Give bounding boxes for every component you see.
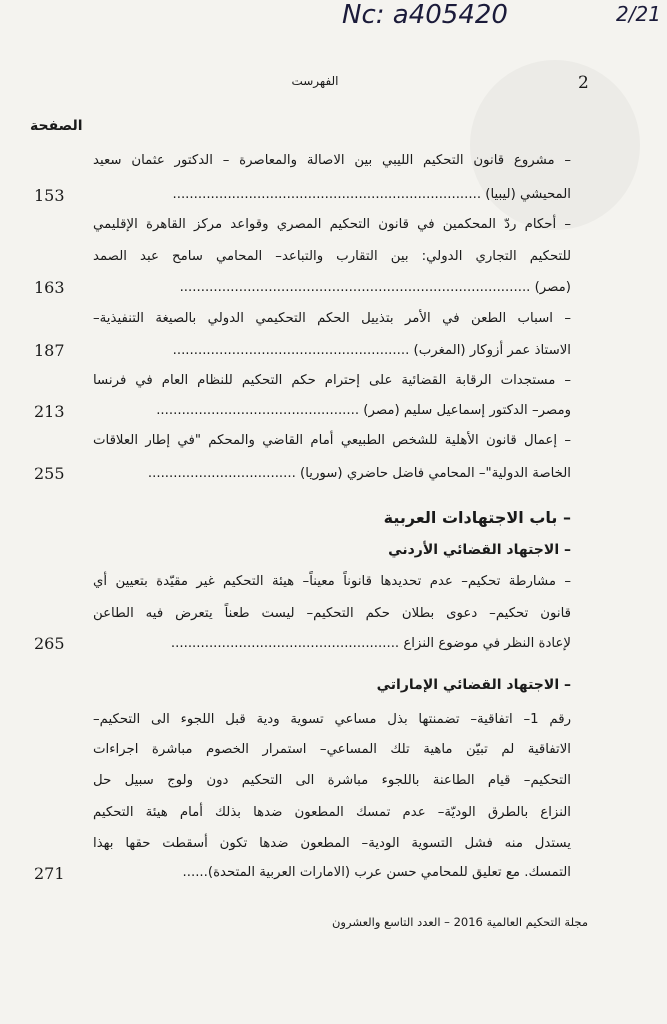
uae-entry-line-3: التحكيم– قيام الطاعنة باللجوء مباشرة الى التحكيم دون ولوج سبيل حل xyxy=(93,773,571,788)
uae-entry-line-2: الاتفاقية لم تبيّن ماهية تلك المساعي– استمرار الخصوم مباشرة اجراءات xyxy=(93,742,571,757)
toc-entry-5-line-2: الخاصة الدولية"– المحامي فاضل حاضري (سوريا) ................................... xyxy=(147,466,571,481)
toc-entry-2-line-2: للتحكيم التجاري الدولي: بين التقارب والتباعد– المحامي سامح عبد الصمد xyxy=(93,249,571,264)
toc-entry-3-line-1: – اسباب الطعن في الأمر بتذييل الحكم التحكيمي الدولي بالصيغة التنفيذية– xyxy=(93,311,571,326)
jordan-entry-line-1: – مشارطة تحكيم– عدم تحديدها قانوناً معيناً– هيئة التحكيم غير مقيّدة بتعيين أي xyxy=(93,574,571,589)
uae-entry-line-6: التمسك. مع تعليق للمحامي حسن عرب (الامارات العربية المتحدة)...... xyxy=(182,865,571,880)
journal-footer: مجلة التحكيم العالمية 2016 – العدد التاسع والعشرون xyxy=(331,915,588,929)
section-heading-arab-jurisprudence: – باب الاجتهادات العربية xyxy=(383,508,571,527)
toc-entry-4-page: 213 xyxy=(34,402,65,421)
toc-entry-2-page: 163 xyxy=(34,278,65,297)
toc-entry-5-page: 255 xyxy=(34,464,65,483)
toc-entry-2-line-3: (مصر) ................................................................................... xyxy=(179,280,571,295)
jordan-entry-page: 265 xyxy=(34,634,65,653)
toc-entry-3-line-2: الاستاذ عمر أزوكار (المغرب) ........................................................ xyxy=(172,343,571,358)
uae-entry-line-5: يستدل منه فشل التسوية الودية– المطعون ضدها تكون أسقطت حقها بهذا xyxy=(93,836,571,851)
handwritten-catalog-code: Nc: a405420 xyxy=(342,0,508,30)
uae-entry-line-4: النزاع بالطرق الوديّة– عدم تمسك المطعون ضدها بذلك أمام هيئة التحكيم xyxy=(93,805,571,820)
toc-entry-4-line-1: – مستجدات الرقابة القضائية على إحترام حكم التحكيم للنظام العام في فرنسا xyxy=(93,373,571,388)
handwritten-fraction: 2/21 xyxy=(616,2,661,26)
toc-entry-2-line-1: – أحكام ردّ المحكمين في قانون التحكيم المصري وقواعد مركز القاهرة الإقليمي xyxy=(93,217,571,232)
subsection-heading-uae: – الاجتهاد القضائي الإماراتي xyxy=(376,677,571,693)
page-column-label: الصفحة xyxy=(30,118,83,134)
toc-entry-1-line-1: – مشروع قانون التحكيم الليبي بين الاصالة والمعاصرة – الدكتور عثمان سعيد xyxy=(93,153,571,168)
subsection-heading-jordan: – الاجتهاد القضائي الأردني xyxy=(388,542,571,558)
uae-entry-page: 271 xyxy=(34,864,65,883)
toc-entry-3-page: 187 xyxy=(34,341,65,360)
toc-entry-1-page: 153 xyxy=(34,186,65,205)
jordan-entry-line-3: لإعادة النظر في موضوع النزاع ...................................................... xyxy=(170,636,571,651)
running-title: الفهرست xyxy=(291,74,339,88)
uae-entry-line-1: رقم 1– اتفاقية– تضمنتها بذل مساعي تسوية ودية قبل اللجوء الى التحكيم– xyxy=(93,712,571,727)
toc-entry-4-line-2: ومصر– الدكتور إسماعيل سليم (مصر) ................................................ xyxy=(156,403,571,418)
page-number: 2 xyxy=(578,73,589,93)
toc-entry-1-line-2: المحيشي (ليبيا) ......................................................................... xyxy=(172,187,571,202)
jordan-entry-line-2: قانون تحكيم– دعوى بطلان حكم التحكيم– ليست طعناً يتعرض فيه الطاعن xyxy=(93,606,571,621)
toc-entry-5-line-1: – إعمال قانون الأهلية للشخص الطبيعي أمام القاضي والمحكم "في إطار العلاقات xyxy=(93,433,571,448)
